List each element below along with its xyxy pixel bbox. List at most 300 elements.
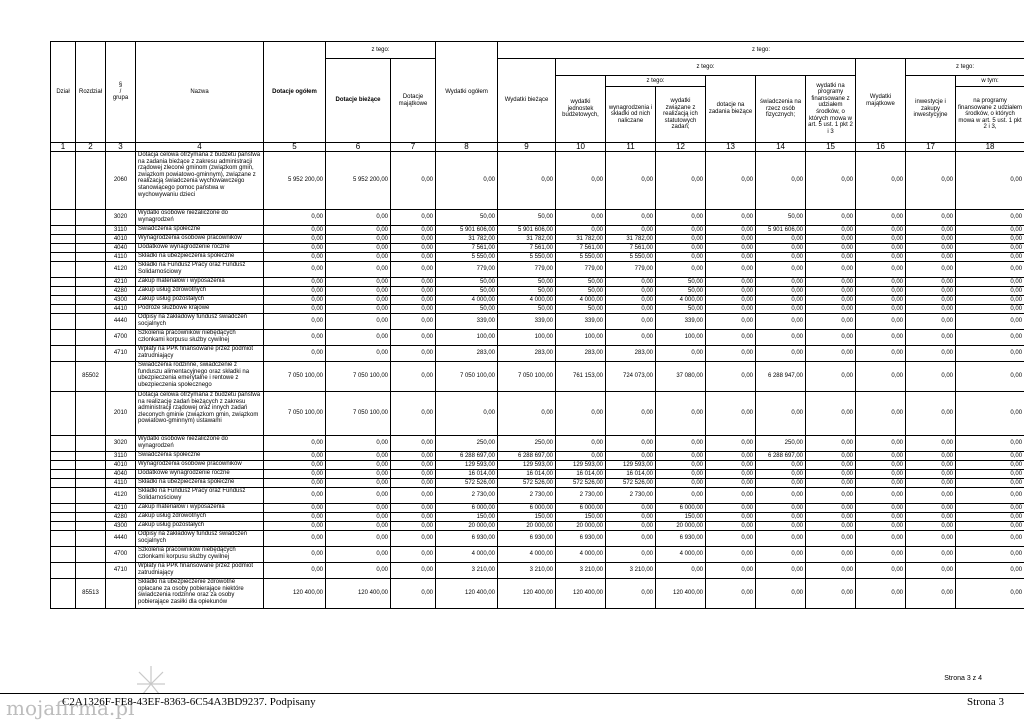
header-dotacje-zadania: dotacje na zadania bieżące bbox=[706, 76, 756, 143]
cell-value: 6 000,00 bbox=[656, 504, 706, 513]
footer-divider bbox=[0, 693, 1024, 694]
cell-value: 339,00 bbox=[656, 314, 706, 330]
cell-value: 0,00 bbox=[906, 504, 956, 513]
cell-value: 5 952 200,00 bbox=[264, 152, 326, 210]
cell-value: 0,00 bbox=[856, 504, 906, 513]
cell-value: 4 000,00 bbox=[656, 296, 706, 305]
cell-value: 0,00 bbox=[706, 504, 756, 513]
cell-value: 6 288 697,00 bbox=[756, 452, 806, 461]
cell-paragraf: 4700 bbox=[106, 547, 136, 563]
cell-value: 0,00 bbox=[806, 244, 856, 253]
watermark-text: mojafirma.pl bbox=[6, 696, 135, 720]
cell-nazwa: Wydatki osobowe niezaliczone do wynagrodzeń bbox=[136, 436, 264, 452]
cell-value: 7 050 100,00 bbox=[326, 362, 391, 392]
cell-value: 0,00 bbox=[326, 547, 391, 563]
cell-value: 0,00 bbox=[856, 330, 906, 346]
cell-rozdzial bbox=[76, 278, 106, 287]
header-inwestycje: inwestycje i zakupy inwestycyjne bbox=[906, 76, 956, 143]
cell-value: 0,00 bbox=[906, 392, 956, 436]
cell-value: 4 000,00 bbox=[498, 547, 556, 563]
cell-value: 0,00 bbox=[706, 296, 756, 305]
cell-value: 0,00 bbox=[856, 262, 906, 278]
cell-value: 0,00 bbox=[264, 470, 326, 479]
cell-dzial bbox=[51, 152, 76, 210]
cell-value: 0,00 bbox=[264, 531, 326, 547]
table-row bbox=[51, 226, 1024, 235]
cell-value: 0,00 bbox=[706, 470, 756, 479]
cell-value: 0,00 bbox=[956, 522, 1024, 531]
table-row bbox=[51, 470, 1024, 479]
cell-value: 0,00 bbox=[606, 579, 656, 609]
cell-value: 0,00 bbox=[264, 253, 326, 262]
cell-value: 283,00 bbox=[498, 346, 556, 362]
cell-value: 0,00 bbox=[656, 235, 706, 244]
cell-value: 0,00 bbox=[391, 461, 436, 470]
cell-value: 0,00 bbox=[656, 563, 706, 579]
cell-value: 0,00 bbox=[906, 488, 956, 504]
cell-value: 0,00 bbox=[606, 278, 656, 287]
cell-value: 3 210,00 bbox=[436, 563, 498, 579]
cell-rozdzial bbox=[76, 488, 106, 504]
cell-value: 0,00 bbox=[391, 226, 436, 235]
cell-value: 0,00 bbox=[956, 330, 1024, 346]
cell-value: 0,00 bbox=[906, 210, 956, 226]
cell-value: 4 000,00 bbox=[498, 296, 556, 305]
cell-value: 572 526,00 bbox=[606, 479, 656, 488]
cell-value: 20 000,00 bbox=[436, 522, 498, 531]
cell-value: 0,00 bbox=[264, 330, 326, 346]
table-row bbox=[51, 479, 1024, 488]
header-dotacje-majatkowe: Dotacje majątkowe bbox=[391, 59, 436, 143]
cell-value: 0,00 bbox=[906, 436, 956, 452]
cell-value: 0,00 bbox=[856, 461, 906, 470]
cell-value: 120 400,00 bbox=[264, 579, 326, 609]
cell-value: 5 952 200,00 bbox=[326, 152, 391, 210]
cell-value: 6 000,00 bbox=[556, 504, 606, 513]
cell-value: 0,00 bbox=[856, 314, 906, 330]
header-z-tego-jednostek: z tego: bbox=[606, 76, 706, 87]
cell-value: 0,00 bbox=[906, 296, 956, 305]
cell-value: 0,00 bbox=[906, 522, 956, 531]
column-number: 17 bbox=[906, 143, 956, 152]
cell-value: 0,00 bbox=[326, 436, 391, 452]
column-number: 18 bbox=[956, 143, 1024, 152]
cell-value: 761 153,00 bbox=[556, 362, 606, 392]
column-number: 13 bbox=[706, 143, 756, 152]
header-z-tego-biezace: z tego: bbox=[556, 59, 856, 76]
cell-value: 0,00 bbox=[656, 470, 706, 479]
cell-value: 339,00 bbox=[436, 314, 498, 330]
cell-value: 0,00 bbox=[906, 226, 956, 235]
cell-value: 0,00 bbox=[391, 244, 436, 253]
cell-value: 0,00 bbox=[264, 346, 326, 362]
cell-value: 0,00 bbox=[706, 436, 756, 452]
cell-value: 0,00 bbox=[906, 330, 956, 346]
cell-value: 0,00 bbox=[391, 531, 436, 547]
cell-value: 0,00 bbox=[326, 287, 391, 296]
cell-value: 0,00 bbox=[706, 235, 756, 244]
cell-value: 50,00 bbox=[436, 278, 498, 287]
cell-value: 0,00 bbox=[606, 210, 656, 226]
cell-value: 0,00 bbox=[706, 452, 756, 461]
table-row bbox=[51, 210, 1024, 226]
cell-nazwa: Wpłaty na PPK finansowane przez podmiot zatrudniający bbox=[136, 346, 264, 362]
cell-value: 0,00 bbox=[806, 488, 856, 504]
cell-value: 0,00 bbox=[706, 287, 756, 296]
cell-value: 0,00 bbox=[436, 152, 498, 210]
cell-value: 0,00 bbox=[391, 152, 436, 210]
cell-value: 0,00 bbox=[391, 314, 436, 330]
cell-value: 0,00 bbox=[906, 305, 956, 314]
cell-paragraf: 4440 bbox=[106, 531, 136, 547]
cell-value: 2 730,00 bbox=[606, 488, 656, 504]
cell-paragraf: 4120 bbox=[106, 488, 136, 504]
cell-value: 0,00 bbox=[756, 470, 806, 479]
header-na-programy: na programy finansowane z udziałem środków, o których mowa w art. 5 ust. 1 pkt 2 i 3, bbox=[956, 87, 1024, 143]
cell-value: 129 593,00 bbox=[436, 461, 498, 470]
column-number-row bbox=[51, 143, 1024, 152]
cell-value: 0,00 bbox=[264, 314, 326, 330]
cell-value: 5 550,00 bbox=[606, 253, 656, 262]
cell-value: 724 073,00 bbox=[606, 362, 656, 392]
cell-rozdzial bbox=[76, 461, 106, 470]
cell-value: 0,00 bbox=[956, 461, 1024, 470]
cell-value: 0,00 bbox=[956, 392, 1024, 436]
cell-value: 0,00 bbox=[856, 287, 906, 296]
cell-value: 0,00 bbox=[956, 235, 1024, 244]
cell-value: 129 593,00 bbox=[556, 461, 606, 470]
cell-value: 0,00 bbox=[326, 479, 391, 488]
cell-value: 50,00 bbox=[556, 278, 606, 287]
cell-nazwa: Zakup usług pozostałych bbox=[136, 522, 264, 531]
cell-value: 0,00 bbox=[856, 513, 906, 522]
cell-paragraf: 4710 bbox=[106, 346, 136, 362]
table-row bbox=[51, 488, 1024, 504]
cell-value: 0,00 bbox=[264, 278, 326, 287]
cell-value: 4 000,00 bbox=[436, 547, 498, 563]
column-number: 7 bbox=[391, 143, 436, 152]
cell-value: 0,00 bbox=[956, 479, 1024, 488]
cell-value: 5 550,00 bbox=[436, 253, 498, 262]
cell-rozdzial bbox=[76, 314, 106, 330]
cell-value: 0,00 bbox=[956, 287, 1024, 296]
cell-value: 0,00 bbox=[756, 531, 806, 547]
cell-value: 0,00 bbox=[606, 152, 656, 210]
cell-value: 0,00 bbox=[556, 452, 606, 461]
cell-value: 0,00 bbox=[806, 346, 856, 362]
cell-paragraf: 2060 bbox=[106, 152, 136, 210]
cell-value: 0,00 bbox=[956, 504, 1024, 513]
cell-value: 0,00 bbox=[956, 278, 1024, 287]
cell-value: 0,00 bbox=[756, 488, 806, 504]
cell-value: 0,00 bbox=[756, 278, 806, 287]
cell-value: 0,00 bbox=[856, 305, 906, 314]
cell-value: 0,00 bbox=[606, 504, 656, 513]
header-dotacje-biezace: Dotacje bieżące bbox=[326, 59, 391, 143]
header-dzial: Dział bbox=[51, 42, 76, 143]
cell-value: 16 014,00 bbox=[498, 470, 556, 479]
cell-value: 0,00 bbox=[498, 152, 556, 210]
cell-value: 0,00 bbox=[391, 563, 436, 579]
cell-value: 0,00 bbox=[906, 579, 956, 609]
cell-value: 0,00 bbox=[706, 488, 756, 504]
cell-value: 0,00 bbox=[264, 547, 326, 563]
cell-value: 0,00 bbox=[391, 513, 436, 522]
document-id: C2A1326F-FE8-43EF-8363-6C54A3BD9237. Podpisany bbox=[62, 696, 316, 708]
cell-value: 0,00 bbox=[326, 504, 391, 513]
cell-value: 0,00 bbox=[806, 152, 856, 210]
cell-rozdzial bbox=[76, 235, 106, 244]
cell-value: 0,00 bbox=[391, 235, 436, 244]
cell-nazwa: Dotacja celowa otrzymana z budżetu państwa na realizację zadań bieżących z zakresu administracji rządowej oraz innych zadań zleconych gminie (związkom gmin, związkom powiatowo-gminnym) ustawami bbox=[136, 392, 264, 436]
cell-value: 0,00 bbox=[856, 362, 906, 392]
cell-value: 0,00 bbox=[391, 579, 436, 609]
header-dotacje-ogolem: Dotacje ogółem bbox=[264, 42, 326, 143]
table-row bbox=[51, 513, 1024, 522]
cell-nazwa: Składki na Fundusz Pracy oraz Fundusz Solidarnościowy bbox=[136, 488, 264, 504]
cell-value: 0,00 bbox=[264, 452, 326, 461]
cell-value: 339,00 bbox=[498, 314, 556, 330]
cell-rozdzial bbox=[76, 563, 106, 579]
cell-value: 7 561,00 bbox=[498, 244, 556, 253]
cell-dzial bbox=[51, 436, 76, 452]
table-row bbox=[51, 253, 1024, 262]
cell-dzial bbox=[51, 547, 76, 563]
header-rozdzial: Rozdział bbox=[76, 42, 106, 143]
cell-value: 16 014,00 bbox=[606, 470, 656, 479]
cell-value: 0,00 bbox=[906, 362, 956, 392]
cell-value: 0,00 bbox=[956, 226, 1024, 235]
cell-value: 0,00 bbox=[906, 479, 956, 488]
cell-value: 16 014,00 bbox=[556, 470, 606, 479]
cell-value: 0,00 bbox=[264, 522, 326, 531]
cell-value: 339,00 bbox=[556, 314, 606, 330]
cell-value: 0,00 bbox=[606, 452, 656, 461]
cell-value: 0,00 bbox=[264, 504, 326, 513]
cell-value: 0,00 bbox=[391, 504, 436, 513]
cell-value: 7 050 100,00 bbox=[264, 362, 326, 392]
header-wydatki-ogolem: Wydatki ogółem bbox=[436, 42, 498, 143]
cell-nazwa: Odpisy na zakładowy fundusz świadczeń socjalnych bbox=[136, 531, 264, 547]
header-z-tego-wydatki: z tego: bbox=[498, 42, 1024, 59]
cell-value: 0,00 bbox=[706, 305, 756, 314]
cell-nazwa: Dodatkowe wynagrodzenie roczne bbox=[136, 244, 264, 253]
cell-value: 0,00 bbox=[606, 547, 656, 563]
cell-value: 0,00 bbox=[706, 152, 756, 210]
cell-value: 0,00 bbox=[856, 278, 906, 287]
cell-value: 6 000,00 bbox=[436, 504, 498, 513]
cell-value: 100,00 bbox=[498, 330, 556, 346]
cell-value: 0,00 bbox=[756, 152, 806, 210]
cell-value: 4 000,00 bbox=[556, 547, 606, 563]
cell-value: 0,00 bbox=[606, 330, 656, 346]
cell-paragraf: 4280 bbox=[106, 513, 136, 522]
cell-value: 2 730,00 bbox=[436, 488, 498, 504]
cell-value: 0,00 bbox=[806, 470, 856, 479]
cell-nazwa: Szkolenia pracowników niebędących członkami korpusu służby cywilnej bbox=[136, 330, 264, 346]
cell-value: 0,00 bbox=[956, 470, 1024, 479]
cell-value: 0,00 bbox=[326, 461, 391, 470]
cell-value: 6 288 697,00 bbox=[436, 452, 498, 461]
cell-nazwa: Składki na Fundusz Pracy oraz Fundusz Solidarnościowy bbox=[136, 262, 264, 278]
cell-value: 0,00 bbox=[806, 547, 856, 563]
cell-paragraf: 2010 bbox=[106, 392, 136, 436]
cell-dzial bbox=[51, 244, 76, 253]
cell-value: 0,00 bbox=[806, 452, 856, 461]
cell-value: 0,00 bbox=[856, 244, 906, 253]
cell-value: 0,00 bbox=[326, 522, 391, 531]
cell-value: 0,00 bbox=[391, 278, 436, 287]
cell-value: 0,00 bbox=[806, 235, 856, 244]
cell-value: 0,00 bbox=[856, 479, 906, 488]
cell-value: 6 288 947,00 bbox=[756, 362, 806, 392]
cell-rozdzial bbox=[76, 436, 106, 452]
cell-value: 0,00 bbox=[656, 479, 706, 488]
cell-value: 0,00 bbox=[606, 314, 656, 330]
cell-value: 0,00 bbox=[326, 470, 391, 479]
cell-dzial bbox=[51, 479, 76, 488]
cell-value: 120 400,00 bbox=[556, 579, 606, 609]
fireworks-icon bbox=[137, 666, 165, 694]
cell-value: 0,00 bbox=[326, 330, 391, 346]
cell-value: 0,00 bbox=[806, 305, 856, 314]
column-number: 10 bbox=[556, 143, 606, 152]
cell-nazwa: Zakup materiałów i wyposażenia bbox=[136, 504, 264, 513]
cell-value: 0,00 bbox=[391, 479, 436, 488]
column-number: 11 bbox=[606, 143, 656, 152]
cell-value: 0,00 bbox=[706, 314, 756, 330]
cell-rozdzial bbox=[76, 244, 106, 253]
column-number: 9 bbox=[498, 143, 556, 152]
cell-value: 31 782,00 bbox=[436, 235, 498, 244]
cell-rozdzial bbox=[76, 547, 106, 563]
cell-value: 6 288 697,00 bbox=[498, 452, 556, 461]
cell-value: 250,00 bbox=[436, 436, 498, 452]
cell-value: 0,00 bbox=[498, 392, 556, 436]
cell-value: 7 561,00 bbox=[436, 244, 498, 253]
cell-value: 0,00 bbox=[264, 305, 326, 314]
cell-value: 0,00 bbox=[326, 278, 391, 287]
cell-value: 0,00 bbox=[706, 522, 756, 531]
cell-value: 0,00 bbox=[706, 392, 756, 436]
cell-value: 0,00 bbox=[606, 305, 656, 314]
cell-value: 6 930,00 bbox=[556, 531, 606, 547]
cell-value: 0,00 bbox=[606, 296, 656, 305]
cell-nazwa: Odpisy na zakładowy fundusz świadczeń socjalnych bbox=[136, 314, 264, 330]
cell-value: 0,00 bbox=[391, 470, 436, 479]
cell-value: 50,00 bbox=[436, 210, 498, 226]
cell-dzial bbox=[51, 330, 76, 346]
cell-value: 0,00 bbox=[806, 262, 856, 278]
cell-nazwa: Zakup materiałów i wyposażenia bbox=[136, 278, 264, 287]
cell-dzial bbox=[51, 226, 76, 235]
cell-value: 0,00 bbox=[391, 296, 436, 305]
cell-dzial bbox=[51, 296, 76, 305]
cell-value: 0,00 bbox=[656, 226, 706, 235]
table-row bbox=[51, 287, 1024, 296]
cell-value: 0,00 bbox=[856, 253, 906, 262]
cell-rozdzial bbox=[76, 392, 106, 436]
cell-value: 0,00 bbox=[906, 346, 956, 362]
cell-value: 0,00 bbox=[706, 461, 756, 470]
cell-value: 20 000,00 bbox=[656, 522, 706, 531]
cell-value: 4 000,00 bbox=[556, 296, 606, 305]
cell-value: 0,00 bbox=[706, 513, 756, 522]
cell-value: 0,00 bbox=[906, 563, 956, 579]
cell-nazwa: Świadczenia społeczne bbox=[136, 452, 264, 461]
cell-rozdzial bbox=[76, 152, 106, 210]
cell-value: 0,00 bbox=[806, 579, 856, 609]
cell-value: 50,00 bbox=[656, 305, 706, 314]
cell-value: 0,00 bbox=[856, 392, 906, 436]
cell-value: 5 901 606,00 bbox=[436, 226, 498, 235]
cell-value: 5 550,00 bbox=[556, 253, 606, 262]
column-number: 2 bbox=[76, 143, 106, 152]
cell-paragraf: 4120 bbox=[106, 262, 136, 278]
cell-value: 0,00 bbox=[806, 314, 856, 330]
cell-value: 0,00 bbox=[856, 346, 906, 362]
cell-dzial bbox=[51, 262, 76, 278]
cell-value: 0,00 bbox=[264, 296, 326, 305]
cell-dzial bbox=[51, 287, 76, 296]
cell-nazwa: Dotacja celowa otrzymana z budżetu państwa na zadania bieżące z zakresu administracji rządowej zlecone gminom (związkom gmin, związkom powiatowo-gminnym), związane z realizacją świadczenia wychowawczego stanowiącego pomoc państwa w wychowywaniu dzieci bbox=[136, 152, 264, 210]
cell-value: 0,00 bbox=[906, 235, 956, 244]
cell-value: 0,00 bbox=[264, 563, 326, 579]
cell-value: 0,00 bbox=[391, 436, 436, 452]
cell-value: 5 901 606,00 bbox=[756, 226, 806, 235]
cell-value: 0,00 bbox=[856, 531, 906, 547]
cell-value: 50,00 bbox=[436, 305, 498, 314]
cell-value: 0,00 bbox=[391, 346, 436, 362]
cell-dzial bbox=[51, 346, 76, 362]
cell-value: 150,00 bbox=[656, 513, 706, 522]
cell-value: 7 561,00 bbox=[556, 244, 606, 253]
cell-value: 0,00 bbox=[756, 563, 806, 579]
cell-value: 0,00 bbox=[906, 547, 956, 563]
cell-value: 0,00 bbox=[391, 362, 436, 392]
cell-rozdzial: 85513 bbox=[76, 579, 106, 609]
cell-value: 0,00 bbox=[264, 479, 326, 488]
cell-paragraf bbox=[106, 362, 136, 392]
cell-value: 0,00 bbox=[391, 210, 436, 226]
cell-value: 572 526,00 bbox=[498, 479, 556, 488]
cell-dzial bbox=[51, 235, 76, 244]
table-row bbox=[51, 436, 1024, 452]
cell-value: 50,00 bbox=[756, 210, 806, 226]
cell-value: 150,00 bbox=[436, 513, 498, 522]
cell-rozdzial bbox=[76, 504, 106, 513]
cell-value: 0,00 bbox=[706, 253, 756, 262]
cell-value: 0,00 bbox=[956, 362, 1024, 392]
header-z-tego-dotacje: z tego: bbox=[326, 42, 436, 59]
cell-value: 0,00 bbox=[756, 253, 806, 262]
cell-value: 0,00 bbox=[326, 244, 391, 253]
cell-value: 0,00 bbox=[264, 287, 326, 296]
cell-nazwa: Wynagrodzenia osobowe pracowników bbox=[136, 235, 264, 244]
cell-value: 0,00 bbox=[756, 579, 806, 609]
cell-value: 0,00 bbox=[806, 296, 856, 305]
cell-value: 120 400,00 bbox=[326, 579, 391, 609]
cell-value: 0,00 bbox=[956, 152, 1024, 210]
cell-nazwa: Świadczenia społeczne bbox=[136, 226, 264, 235]
cell-value: 20 000,00 bbox=[556, 522, 606, 531]
cell-value: 0,00 bbox=[806, 513, 856, 522]
cell-value: 2 730,00 bbox=[498, 488, 556, 504]
cell-value: 0,00 bbox=[806, 287, 856, 296]
cell-value: 0,00 bbox=[606, 226, 656, 235]
cell-value: 0,00 bbox=[756, 235, 806, 244]
cell-value: 0,00 bbox=[956, 244, 1024, 253]
